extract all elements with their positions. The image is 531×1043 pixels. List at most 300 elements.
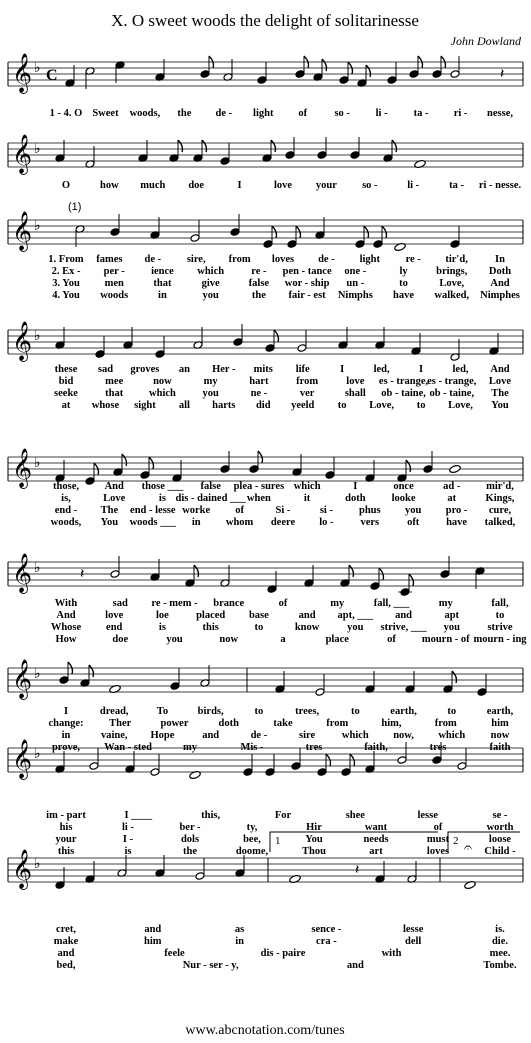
lyric-syllable: as	[234, 924, 245, 935]
lyric-syllable: mee	[105, 376, 124, 387]
lyric-line	[56, 610, 504, 621]
lyric-syllable: Whose	[50, 622, 82, 633]
lyric-syllable: now	[153, 376, 172, 387]
lyric-syllable: woods,	[129, 108, 161, 119]
lyric-syllable: 2. Ex -	[51, 266, 81, 277]
note-head	[440, 570, 450, 579]
lyric-syllable: bee,	[243, 834, 261, 845]
lyric-syllable: placed	[196, 610, 226, 621]
lyric-syllable: this	[57, 846, 75, 857]
lyric-syllable: my	[438, 598, 453, 609]
lyric-syllable: worth	[486, 822, 514, 833]
lyric-syllable: to	[495, 610, 505, 621]
lyric-syllable: at	[447, 493, 457, 504]
lyric-syllable: and	[202, 730, 220, 741]
lyric-syllable: You	[491, 400, 509, 411]
lyric-syllable: this,	[201, 810, 221, 821]
lyric-syllable: love	[346, 376, 365, 387]
lyric-syllable: I -	[122, 834, 134, 845]
lyric-syllable: Child -	[484, 846, 516, 857]
lyric-line	[62, 400, 509, 411]
lyric-syllable: so -	[362, 180, 378, 191]
lyric-syllable: from	[434, 718, 457, 729]
treble-clef-icon: 𝄞	[12, 53, 33, 93]
lyric-syllable: I	[63, 706, 69, 717]
note-head	[297, 344, 307, 353]
lyric-syllable: end - lesse	[130, 505, 176, 516]
lyric-syllable: Love,	[369, 400, 395, 411]
note-flag	[406, 460, 411, 472]
lyric-syllable: harts	[212, 400, 236, 411]
lyric-syllable: trees,	[295, 706, 320, 717]
lyric-syllable: 1 - 4. O	[49, 108, 83, 119]
lyric-line	[52, 278, 510, 289]
note-head	[155, 350, 165, 359]
lyric-line	[51, 517, 516, 528]
lyric-syllable: sad	[112, 598, 128, 609]
flat-sign-icon: ♭	[34, 328, 41, 344]
lyric-syllable: Love	[488, 376, 512, 387]
lyric-syllable: fair - est	[288, 290, 326, 301]
lyric-syllable: have	[446, 517, 468, 528]
note-head	[355, 240, 365, 249]
rest-icon: 𝄽	[500, 66, 505, 82]
note-head	[449, 464, 461, 473]
note-flag	[271, 140, 276, 152]
flat-sign-icon: ♭	[34, 60, 41, 76]
lyric-syllable: you	[202, 290, 219, 301]
lyric-syllable: is.	[495, 924, 505, 935]
lyric-syllable: give	[201, 278, 220, 289]
staff-system	[8, 659, 523, 700]
lyric-syllable: You	[100, 517, 119, 528]
note-head	[350, 151, 360, 160]
lyric-syllable: woods ___	[129, 517, 176, 528]
lyric-syllable: de -	[215, 108, 233, 119]
flat-sign-icon: ♭	[34, 218, 41, 234]
first-ending-mark: (1)	[68, 201, 82, 213]
composer: John Dowland	[450, 34, 521, 48]
note-head	[325, 471, 335, 480]
systems	[8, 53, 527, 971]
lyric-line	[62, 730, 510, 741]
lyric-syllable: which	[293, 481, 321, 492]
lyric-syllable: ri - nesse.	[478, 180, 522, 191]
lyric-line	[62, 180, 522, 191]
lyric-syllable: so -	[334, 108, 350, 119]
lyric-syllable: much	[140, 180, 166, 191]
lyric-syllable: de -	[144, 254, 162, 265]
note-head	[233, 338, 243, 347]
lyric-syllable: your	[55, 834, 77, 845]
lyric-syllable: faith,	[364, 742, 388, 753]
lyric-syllable: ver	[299, 388, 315, 399]
lyric-syllable: ta -	[413, 108, 429, 119]
lyric-line	[48, 254, 505, 265]
lyric-syllable: that	[153, 278, 172, 289]
lyric-syllable: is	[158, 493, 166, 504]
lyric-syllable: to	[399, 278, 408, 289]
staff-system	[8, 321, 523, 362]
lyric-syllable: groves	[130, 364, 160, 375]
lyric-line	[52, 742, 511, 753]
lyric-syllable: 1. From	[48, 254, 84, 265]
flat-sign-icon: ♭	[34, 746, 41, 762]
note-head	[317, 768, 327, 777]
lyric-syllable: feele	[164, 948, 185, 959]
lyric-syllable: men	[104, 278, 124, 289]
lyric-syllable: Love	[103, 493, 126, 504]
note-head	[295, 70, 305, 79]
lyric-syllable: now,	[393, 730, 414, 741]
note-head	[450, 70, 460, 79]
lyric-syllable: Nimphes	[480, 290, 520, 301]
lyric-syllable: sire,	[186, 254, 206, 265]
lyric-syllable: brings,	[436, 266, 468, 277]
lyric-syllable: I	[419, 364, 424, 375]
treble-clef-icon: 𝄞	[12, 321, 33, 361]
lyric-syllable: life	[295, 364, 310, 375]
lyric-line	[49, 718, 509, 729]
lyric-syllable: false	[248, 278, 270, 289]
lyric-syllable: of	[235, 505, 244, 516]
lyric-syllable: apt	[444, 610, 460, 621]
note-head	[397, 756, 407, 765]
lyric-syllable: faith	[489, 742, 511, 753]
lyric-syllable: You	[305, 834, 323, 845]
lyric-syllable: him	[144, 936, 162, 947]
lyric-syllable: I ____	[124, 810, 153, 821]
lyric-syllable: lesse	[402, 924, 424, 935]
flat-sign-icon: ♭	[34, 856, 41, 872]
note-head	[285, 151, 295, 160]
lyric-syllable: I	[340, 364, 345, 375]
lyric-syllable: light	[359, 254, 381, 265]
note-head	[287, 240, 297, 249]
lyric-syllable: doome,	[235, 846, 269, 857]
lyric-syllable: this	[202, 622, 219, 633]
lyric-syllable: take	[273, 718, 293, 729]
lyric-syllable: per -	[103, 266, 125, 277]
lyric-line	[50, 108, 514, 119]
note-flag	[366, 65, 371, 77]
lyric-syllable: fall,	[491, 598, 509, 609]
lyric-line	[46, 810, 508, 821]
note-head	[263, 240, 273, 249]
lyric-syllable: And	[490, 364, 510, 375]
note-flag	[122, 454, 127, 466]
lyric-syllable: of	[433, 822, 443, 833]
rest-icon: 𝄽	[80, 566, 85, 582]
lyric-syllable: shee	[345, 810, 365, 821]
lyric-syllable: led,	[452, 364, 469, 375]
note-head	[170, 682, 180, 691]
lyric-syllable: The	[491, 388, 509, 399]
lyric-line	[55, 505, 512, 516]
lyric-line	[58, 846, 516, 857]
lyric-syllable: at	[61, 400, 71, 411]
lyric-syllable: in	[61, 730, 71, 741]
note-head	[432, 70, 442, 79]
lyric-syllable: know	[294, 622, 320, 633]
lyric-syllable: li -	[375, 108, 388, 119]
lyric-syllable: tres	[429, 742, 447, 753]
lyric-syllable: loves	[426, 846, 450, 857]
lyric-syllable: sire	[299, 730, 316, 741]
lyric-syllable: apt, ___	[337, 610, 374, 621]
flat-sign-icon: ♭	[34, 141, 41, 157]
lyric-line	[51, 622, 513, 633]
lyric-syllable: needs	[363, 834, 389, 845]
lyric-syllable: base	[248, 610, 269, 621]
lyric-syllable: earth,	[486, 706, 514, 717]
lyric-syllable: how	[100, 180, 119, 191]
ending-number: 1	[275, 835, 281, 847]
staff-system	[8, 553, 523, 596]
lyric-syllable: end -	[54, 505, 78, 516]
note-head	[89, 762, 99, 771]
lyric-syllable: si -	[319, 505, 333, 516]
lyric-syllable: which	[341, 730, 369, 741]
lyric-syllable: Sweet	[92, 108, 119, 119]
lyric-syllable: ob - taine,	[429, 388, 475, 399]
lyric-syllable: mee.	[489, 948, 511, 959]
note-head	[373, 240, 383, 249]
lyric-syllable: to	[254, 706, 264, 717]
note-head	[450, 240, 460, 249]
lyric-syllable: talked,	[484, 517, 516, 528]
lyric-syllable: pro -	[445, 505, 468, 516]
lyric-syllable: phus	[358, 505, 381, 516]
lyric-syllable: ad -	[443, 481, 461, 492]
lyric-syllable: earth,	[390, 706, 417, 717]
lyric-syllable: Thou	[302, 846, 326, 857]
lyric-syllable: which	[197, 266, 225, 277]
note-head	[150, 768, 160, 777]
lyric-syllable: seeke	[54, 388, 78, 399]
lyric-syllable: With	[54, 598, 78, 609]
lyric-syllable: when	[246, 493, 271, 504]
lyric-syllable: is	[124, 846, 132, 857]
lyric-syllable: birds,	[197, 706, 224, 717]
lyric-syllable: woods	[100, 290, 129, 301]
lyric-syllable: mir'd,	[486, 481, 514, 492]
lyric-syllable: nesse,	[487, 108, 513, 119]
note-flag	[392, 140, 397, 152]
lyric-syllable: 4. You	[52, 290, 80, 301]
lyric-syllable: Nur - ser - y,	[182, 960, 239, 971]
note-head	[140, 471, 150, 480]
note-head	[457, 762, 467, 771]
lyric-syllable: hart	[249, 376, 269, 387]
note-flag	[194, 565, 199, 577]
lyric-syllable: to	[350, 706, 360, 717]
lyric-syllable: die.	[491, 936, 509, 947]
flat-sign-icon: ♭	[34, 666, 41, 682]
note-head	[291, 762, 301, 771]
lyric-syllable: O	[61, 180, 71, 191]
lyric-syllable: vaine,	[100, 730, 128, 741]
lyric-syllable: an	[178, 364, 190, 375]
lyric-syllable: plea - sures	[233, 481, 285, 492]
note-head	[409, 70, 419, 79]
lyric-syllable: in	[191, 517, 201, 528]
lyric-syllable: in	[158, 290, 167, 301]
footer-url: www.abcnotation.com/tunes	[185, 1023, 345, 1038]
lyric-line	[57, 960, 517, 971]
lyric-syllable: ly	[399, 266, 408, 277]
lyric-syllable: you	[166, 634, 183, 645]
lyric-syllable: dell	[405, 936, 422, 947]
lyric-syllable: place	[325, 634, 349, 645]
note-head	[190, 234, 200, 243]
lyric-syllable: my	[330, 598, 345, 609]
lyric-syllable: now	[219, 634, 239, 645]
lyric-line	[52, 266, 512, 277]
lyric-syllable: In	[495, 254, 505, 265]
lyric-syllable: cra -	[316, 936, 337, 947]
lyric-syllable: Hir	[306, 822, 322, 833]
rest-icon: 𝄽	[355, 862, 360, 878]
lyric-syllable: in	[235, 936, 244, 947]
lyric-syllable: re - mem -	[151, 598, 198, 609]
lyric-line	[54, 936, 509, 947]
lyric-syllable: with	[381, 948, 402, 959]
lyric-syllable: Si -	[275, 505, 291, 516]
lyric-syllable: Her -	[212, 364, 236, 375]
lyric-syllable: the	[251, 290, 266, 301]
lyric-syllable: from	[296, 376, 319, 387]
note-head	[85, 477, 95, 486]
note-head	[110, 570, 120, 579]
lyric-line	[53, 481, 514, 492]
lyric-syllable: woods,	[50, 517, 82, 528]
lyric-syllable: Nimphs	[337, 290, 373, 301]
lyric-syllable: art	[369, 846, 383, 857]
lyric-syllable: looke	[391, 493, 416, 504]
lyric-syllable: his	[59, 822, 73, 833]
lyric-syllable: sence -	[311, 924, 342, 935]
lyric-syllable: these	[54, 364, 78, 375]
lyric-line	[58, 948, 511, 959]
lyric-syllable: ty,	[246, 822, 258, 833]
lyric-syllable: end	[106, 622, 123, 633]
treble-clef-icon: 𝄞	[12, 448, 33, 488]
note-head	[339, 76, 349, 85]
lyric-syllable: and	[57, 948, 75, 959]
treble-clef-icon: 𝄞	[12, 849, 33, 889]
lyric-syllable: Love,	[448, 400, 473, 411]
lyric-syllable: cure,	[488, 505, 512, 516]
lyric-syllable: whom	[225, 517, 254, 528]
lyric-syllable: him,	[381, 718, 402, 729]
lyric-syllable: How	[55, 634, 77, 645]
lyric-syllable: must	[426, 834, 450, 845]
lyric-syllable: one -	[344, 266, 367, 277]
lyric-syllable: Wan - sted	[104, 742, 152, 753]
lyric-syllable: deere	[270, 517, 296, 528]
lyric-syllable: brance	[213, 598, 245, 609]
note-head	[387, 76, 397, 85]
lyric-syllable: 3. You	[52, 278, 80, 289]
note-head	[230, 228, 240, 237]
lyric-syllable: bid	[58, 376, 74, 387]
lyric-line	[59, 376, 512, 387]
lyric-syllable: once	[393, 481, 414, 492]
lyric-syllable: es - trange,	[378, 376, 429, 387]
lyric-syllable: love	[105, 610, 124, 621]
lyric-syllable: mits	[253, 364, 273, 375]
lyric-syllable: to	[416, 400, 426, 411]
lyric-syllable: my	[203, 376, 218, 387]
note-head	[423, 465, 433, 474]
note-head	[257, 76, 267, 85]
lyric-syllable: yeeld	[291, 400, 315, 411]
lyric-syllable: lesse	[417, 810, 438, 821]
treble-clef-icon: 𝄞	[12, 739, 33, 779]
note-flag	[89, 665, 94, 677]
lyric-syllable: and	[298, 610, 316, 621]
lyric-syllable: strive	[487, 622, 513, 633]
lyric-syllable: cret,	[56, 924, 76, 935]
lyric-syllable: es - trange,	[427, 376, 477, 387]
lyric-syllable: whose	[91, 400, 120, 411]
lyric-syllable: loose	[488, 834, 512, 845]
treble-clef-icon: 𝄞	[12, 211, 33, 251]
note-head	[265, 344, 275, 353]
lyric-syllable: him	[491, 718, 509, 729]
lyric-syllable: now	[490, 730, 510, 741]
lyric-syllable: that	[105, 388, 124, 399]
lyric-syllable: I	[353, 481, 358, 492]
lyric-syllable: Kings,	[485, 493, 515, 504]
lyric-syllable: un -	[346, 278, 365, 289]
lyric-syllable: li -	[407, 180, 420, 191]
lyric-syllable: doe	[112, 634, 129, 645]
lyric-syllable: you	[202, 388, 219, 399]
lyric-syllable: doth	[218, 718, 239, 729]
note-head	[95, 350, 105, 359]
note-head	[370, 582, 380, 591]
lyric-syllable: prove,	[51, 742, 81, 753]
lyric-syllable: Doth	[488, 266, 512, 277]
lyric-syllable: from	[228, 254, 251, 265]
first-ending	[270, 832, 438, 852]
lyric-syllable: To	[156, 706, 169, 717]
lyric-syllable: mourn - of	[421, 634, 470, 645]
lyric-syllable: is	[158, 622, 166, 633]
lyric-syllable: oft	[407, 517, 420, 528]
lyric-syllable: is,	[61, 493, 71, 504]
lyric-syllable: false	[200, 481, 221, 492]
staff-system	[8, 201, 523, 252]
lyric-syllable: ri -	[453, 108, 468, 119]
lyric-syllable: The	[100, 505, 119, 516]
staff-system	[8, 134, 523, 175]
lyric-syllable: Love,	[439, 278, 465, 289]
lyric-syllable: a	[280, 634, 286, 645]
note-head	[220, 157, 230, 166]
lyric-syllable: love	[273, 180, 293, 191]
lyric-syllable: which	[149, 388, 176, 399]
lyric-syllable: ob - taine,	[381, 388, 426, 399]
lyric-syllable: Mis -	[240, 742, 264, 753]
lyric-syllable: lo -	[319, 517, 334, 528]
lyric-syllable: im - part	[46, 810, 86, 821]
note-head	[200, 70, 210, 79]
lyric-syllable: of	[298, 108, 308, 119]
lyric-syllable: want	[364, 822, 388, 833]
